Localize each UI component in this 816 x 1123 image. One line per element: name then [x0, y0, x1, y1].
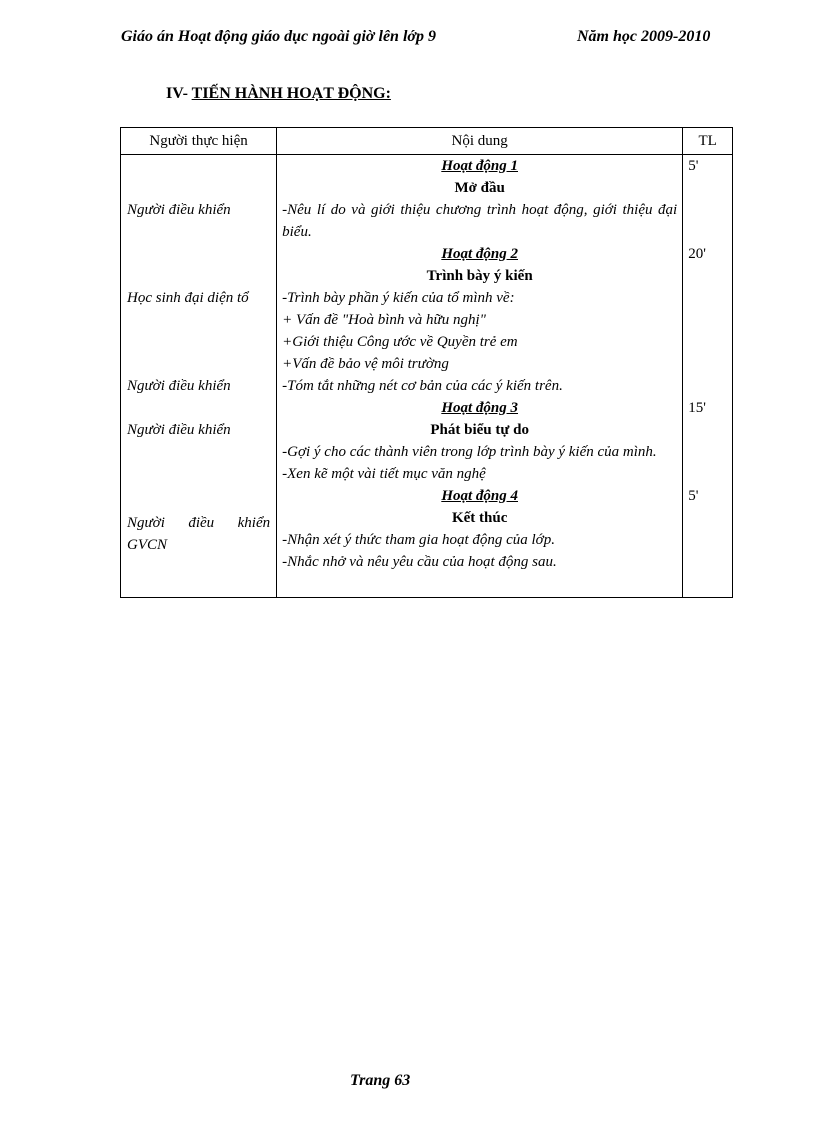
table-header-row	[121, 128, 733, 155]
content-line: -Trình bày phần ý kiến của tổ mình về:	[282, 290, 515, 306]
performer-cell	[121, 243, 277, 397]
performer: Người điều khiển	[127, 422, 231, 438]
column-header-performer: Người thực hiện	[121, 128, 277, 155]
section-number: IV-	[166, 85, 188, 102]
section-heading	[166, 85, 391, 103]
activity-heading: Hoạt động 4	[441, 488, 518, 504]
activity-heading: Hoạt động 3	[441, 400, 518, 416]
page-number: Trang 63	[350, 1072, 411, 1089]
performer-cell	[121, 485, 277, 598]
activity-heading: Hoạt động 2	[441, 246, 518, 262]
content-cell	[277, 243, 683, 397]
activity-table	[120, 127, 733, 598]
content-line: -Xen kẽ một vài tiết mục văn nghệ	[282, 466, 486, 482]
activity-time: 5'	[688, 158, 699, 174]
activity-row-2	[121, 243, 733, 397]
activity-title: Kết thúc	[451, 510, 508, 526]
content-line: +Giới thiệu Công ước về Quyền trẻ em	[282, 334, 518, 350]
activity-time: 5'	[688, 488, 699, 504]
content-line: +Vấn đề bảo vệ môi trường	[282, 356, 449, 372]
activity-row-4	[121, 485, 733, 598]
time-cell	[683, 485, 733, 598]
time-cell	[683, 243, 733, 397]
column-header-time: TL	[683, 128, 733, 155]
content-line: -Tóm tắt những nét cơ bản của các ý kiến trên.	[282, 378, 563, 394]
content-line: -Nhận xét ý thức tham gia hoạt động của lớp.	[282, 532, 555, 548]
performer: Người điều khiển	[127, 378, 231, 394]
column-header-content: Nội dung	[277, 128, 683, 155]
time-cell	[683, 397, 733, 485]
performer: Học sinh đại diện tổ	[127, 290, 249, 306]
activity-time: 15'	[688, 400, 706, 416]
content-line: -Nhắc nhở và nêu yêu cầu của hoạt động sau.	[282, 554, 557, 570]
activity-row-3	[121, 397, 733, 485]
content-cell	[277, 485, 683, 598]
document-header-title: Giáo án Hoạt động giáo dục ngoài giờ lên lớp 9	[121, 28, 436, 45]
performer: Người điều khiển	[127, 202, 231, 218]
activity-title: Phát biểu tự do	[430, 422, 529, 438]
document-header-school-year: Năm học 2009-2010	[577, 28, 711, 45]
content-cell	[277, 155, 683, 244]
activity-heading: Hoạt động 1	[441, 158, 518, 174]
content-line: + Vấn đề "Hoà bình và hữu nghị"	[282, 312, 486, 328]
activity-time: 20'	[688, 246, 706, 262]
performer: Người điều khiển GVCN	[127, 515, 271, 553]
activity-title: Trình bày ý kiến	[426, 268, 533, 284]
activity-row-1	[121, 155, 733, 244]
performer-cell	[121, 155, 277, 244]
content-line: -Gợi ý cho các thành viên trong lớp trình bày ý kiến của mình.	[282, 444, 657, 460]
activity-title: Mở đầu	[454, 180, 505, 196]
performer-cell	[121, 397, 277, 485]
section-title: TIẾN HÀNH HOẠT ĐỘNG:	[191, 85, 391, 102]
content-line: -Nêu lí do và giới thiệu chương trình hoạt động, giới thiệu đại biểu.	[282, 202, 678, 240]
content-cell	[277, 397, 683, 485]
time-cell	[683, 155, 733, 244]
